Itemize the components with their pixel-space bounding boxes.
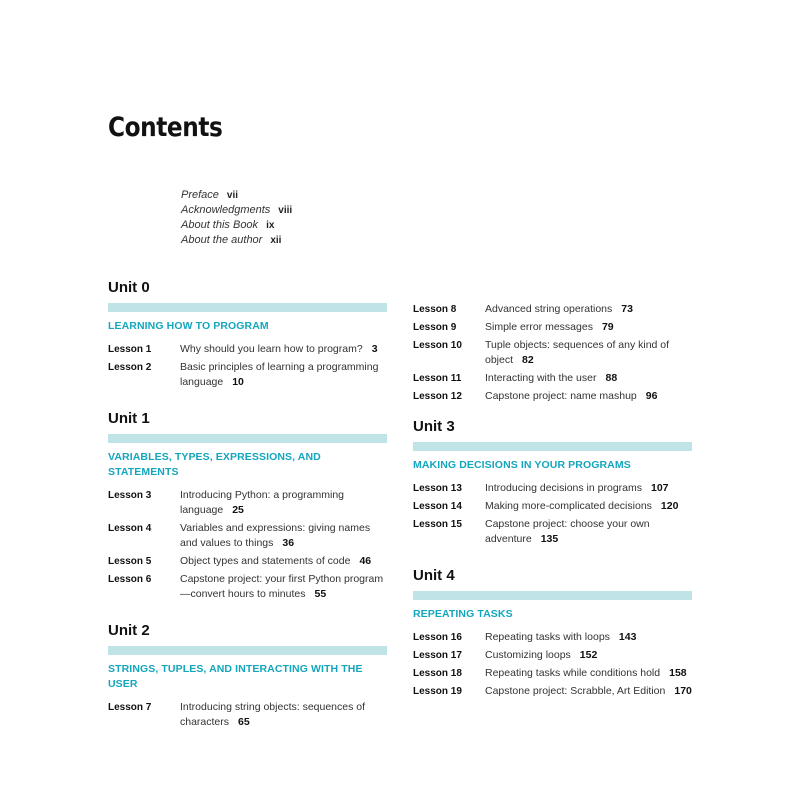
lesson-number: Lesson 4 — [108, 523, 152, 534]
lesson-title — [485, 630, 692, 645]
lesson-entry[interactable] — [413, 499, 692, 514]
lesson-entry[interactable] — [413, 338, 692, 368]
unit-heading: Unit 3 — [413, 418, 455, 435]
lesson-title — [180, 488, 387, 518]
lesson-title — [180, 342, 387, 357]
lesson-entry[interactable] — [413, 302, 692, 317]
lesson-number: Lesson 12 — [413, 391, 462, 402]
toc-right-column — [413, 302, 692, 702]
lesson-title — [485, 389, 692, 404]
lesson-number: Lesson 17 — [413, 650, 462, 661]
lesson-number: Lesson 7 — [108, 702, 152, 713]
unit-subtitle: MAKING DECISIONS IN YOUR PROGRAMS — [413, 459, 631, 471]
lesson-title — [485, 481, 692, 496]
lesson-number: Lesson 8 — [413, 304, 457, 315]
lesson-number: Lesson 5 — [108, 556, 152, 567]
lesson-title-text: Repeating tasks with loops — [485, 631, 610, 643]
front-matter-item[interactable] — [181, 203, 292, 218]
unit-divider-bar — [413, 442, 692, 451]
lesson-page-number: 107 — [651, 482, 669, 494]
unit-heading: Unit 1 — [108, 410, 150, 427]
lesson-title-text: Capstone project: choose your own adventure — [485, 518, 650, 545]
unit-heading: Unit 0 — [108, 279, 150, 296]
lesson-number: Lesson 6 — [108, 574, 152, 585]
lesson-page-number: 79 — [601, 321, 614, 333]
unit-spacer — [108, 605, 387, 619]
unit-divider-bar — [108, 434, 387, 443]
unit-spacer — [413, 550, 692, 564]
lesson-entry[interactable] — [413, 684, 692, 699]
unit-section — [108, 393, 387, 602]
lesson-title-text: Advanced string operations — [485, 303, 613, 315]
lesson-title-text: Tuple objects: sequences of any kind of object — [485, 339, 670, 366]
front-matter-label: Acknowledgments — [181, 204, 271, 216]
lesson-title-text: Repeating tasks while conditions hold — [485, 667, 661, 679]
lesson-page-number: 82 — [522, 354, 534, 366]
lesson-entry[interactable] — [413, 320, 692, 335]
lesson-page-number: 46 — [359, 555, 372, 567]
lesson-title-text: Why should you learn how to program? — [180, 343, 363, 355]
lesson-title-text: Variables and expressions: giving names and values to things — [180, 522, 371, 549]
lesson-title-text: Capstone project: name mashup — [485, 390, 637, 402]
lesson-title — [485, 320, 692, 335]
lesson-title — [485, 302, 692, 317]
lesson-number: Lesson 19 — [413, 686, 462, 697]
lesson-entry[interactable] — [108, 488, 387, 518]
lesson-number: Lesson 18 — [413, 668, 462, 679]
lesson-entry[interactable] — [413, 517, 692, 547]
unit-subtitle: STRINGS, TUPLES, AND INTERACTING WITH THE USER — [108, 663, 363, 690]
lesson-entry[interactable] — [108, 521, 387, 551]
lesson-title — [485, 666, 692, 681]
lesson-title — [485, 648, 692, 663]
front-matter-list — [181, 188, 292, 248]
lesson-title-text: Introducing decisions in programs — [485, 482, 642, 494]
lesson-title-text: Basic principles of learning a programming language — [180, 361, 379, 388]
lesson-page-number: 36 — [282, 537, 295, 549]
lesson-page-number: 73 — [621, 303, 633, 315]
front-matter-page: xii — [270, 235, 282, 246]
lesson-number: Lesson 16 — [413, 632, 462, 643]
lesson-page-number: 96 — [645, 390, 658, 402]
page-title: Contents — [108, 112, 223, 143]
lesson-entry[interactable] — [413, 630, 692, 645]
lesson-entry[interactable] — [413, 371, 692, 386]
front-matter-label: About this Book — [181, 219, 259, 231]
unit-subtitle: REPEATING TASKS — [413, 608, 513, 620]
lesson-number: Lesson 11 — [413, 373, 462, 384]
unit-section — [108, 605, 387, 730]
lesson-title-text: Capstone project: Scrabble, Art Edition — [485, 685, 666, 697]
lesson-title-text: Capstone project: your first Python program—convert hours to minutes — [180, 573, 384, 600]
lesson-entry[interactable] — [413, 481, 692, 496]
lesson-number: Lesson 13 — [413, 483, 462, 494]
lesson-page-number: 65 — [238, 716, 250, 728]
lesson-entry[interactable] — [108, 342, 387, 357]
lesson-page-number: 152 — [579, 649, 598, 661]
lesson-page-number: 25 — [232, 504, 244, 516]
lesson-title — [180, 554, 387, 569]
lesson-page-number: 158 — [669, 667, 687, 679]
lesson-title-text: Introducing string objects: sequences of characters — [180, 701, 366, 728]
lesson-title-text: Introducing Python: a programming language — [180, 489, 345, 516]
lesson-number: Lesson 15 — [413, 519, 462, 530]
unit-subtitle: VARIABLES, TYPES, EXPRESSIONS, AND STATEMENTS — [108, 451, 321, 478]
front-matter-label: Preface — [181, 189, 219, 201]
lesson-title — [485, 684, 692, 699]
lesson-number: Lesson 9 — [413, 322, 457, 333]
lesson-title — [485, 338, 692, 368]
lesson-page-number: 170 — [674, 685, 692, 697]
lesson-title — [485, 371, 692, 386]
unit-heading: Unit 2 — [108, 622, 150, 639]
lesson-title — [180, 700, 387, 730]
lesson-entry[interactable] — [413, 389, 692, 404]
front-matter-item[interactable] — [181, 188, 292, 203]
unit-spacer — [413, 407, 692, 415]
lesson-title — [180, 572, 387, 602]
unit-section — [413, 415, 692, 547]
unit-section — [413, 550, 692, 699]
unit-divider-bar — [108, 646, 387, 655]
lesson-entry[interactable] — [108, 360, 387, 390]
lesson-page-number: 3 — [371, 343, 378, 355]
front-matter-label: About the author — [181, 234, 263, 246]
front-matter-page: viii — [278, 205, 293, 216]
lesson-number: Lesson 2 — [108, 362, 152, 373]
lesson-title — [485, 499, 692, 514]
lesson-title-text: Customizing loops — [485, 649, 571, 661]
lesson-page-number: 10 — [232, 376, 244, 388]
unit-heading: Unit 4 — [413, 567, 455, 584]
lesson-title-text: Making more-complicated decisions — [485, 500, 652, 512]
lesson-title-text: Interacting with the user — [485, 372, 597, 384]
lesson-entry[interactable] — [108, 572, 387, 602]
toc-left-column — [108, 276, 387, 733]
lesson-page-number: 143 — [618, 631, 637, 643]
front-matter-page: vii — [226, 190, 239, 201]
lesson-title — [485, 517, 692, 547]
lesson-page-number: 55 — [314, 588, 327, 600]
lesson-entry[interactable] — [413, 648, 692, 663]
front-matter-item[interactable] — [181, 218, 292, 233]
lesson-title-text: Simple error messages — [485, 321, 593, 333]
lesson-entry[interactable] — [108, 554, 387, 569]
unit-divider-bar — [108, 303, 387, 312]
lesson-number: Lesson 14 — [413, 501, 462, 512]
unit-subtitle: LEARNING HOW TO PROGRAM — [108, 320, 269, 332]
lesson-number: Lesson 10 — [413, 340, 462, 351]
lesson-number: Lesson 1 — [108, 344, 152, 355]
unit-divider-bar — [413, 591, 692, 600]
lesson-number: Lesson 3 — [108, 490, 152, 501]
lesson-entry[interactable] — [413, 666, 692, 681]
lesson-page-number: 120 — [660, 500, 679, 512]
unit-section — [108, 276, 387, 390]
lesson-title — [180, 360, 387, 390]
lesson-page-number: 88 — [605, 372, 618, 384]
lesson-title — [180, 521, 387, 551]
lesson-page-number: 135 — [540, 533, 559, 545]
front-matter-item[interactable] — [181, 233, 292, 248]
unit-spacer — [108, 393, 387, 407]
lesson-title-text: Object types and statements of code — [180, 555, 351, 567]
lesson-entry[interactable] — [108, 700, 387, 730]
front-matter-page: ix — [266, 220, 275, 231]
